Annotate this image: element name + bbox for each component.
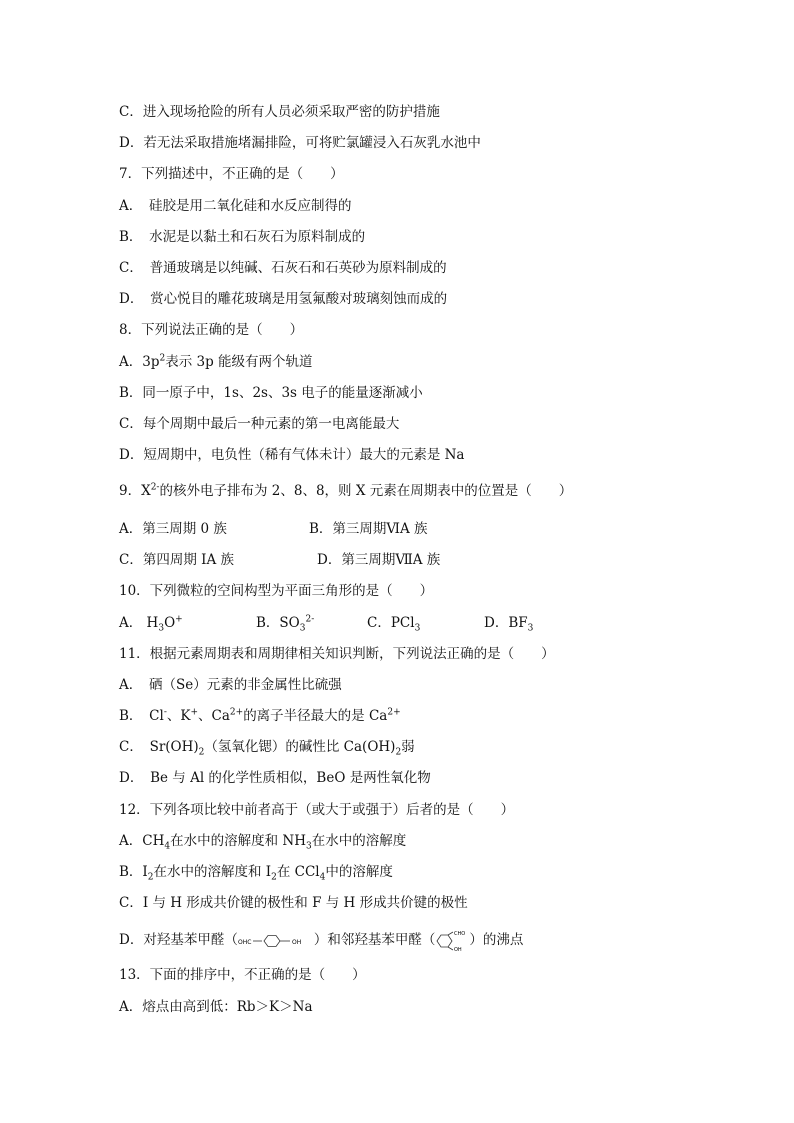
text: B．I [119,864,148,880]
text: 在 CCl [276,864,320,880]
text: 9．X [119,483,151,499]
option-11b [119,707,401,725]
question-7: 7．下列描述中，不正确的是（ ） [119,166,344,182]
option-13a: A．熔点由高到低：Rb＞K＞Na [119,999,313,1015]
text: B．SO [256,615,300,631]
mol2-bottom-label: OH [454,946,463,952]
text: B． Cl [119,708,164,724]
text: A． H [119,615,159,631]
subscript: 3 [414,623,421,634]
option-10b [256,614,367,632]
subscript: 2 [271,872,277,883]
question-10: 10．下列微粒的空间构型为平面三角形的是（ ） [119,583,434,599]
o-hydroxybenzaldehyde-structure [435,930,469,952]
text: C．PCl [367,615,415,631]
question-9 [119,482,572,500]
subscript: 2 [395,747,402,758]
text: 在水中的溶解度和 NH [170,833,306,849]
mol1-right-label: OH [291,938,302,946]
option-12d [119,929,523,951]
option-6d: D．若无法采取措施堵漏排险，可将贮氯罐浸入石灰乳水池中 [119,135,481,151]
subscript: 3 [305,841,312,852]
superscript: 2 [159,353,166,364]
option-10c [367,614,484,632]
mol2-top-label: CHO [454,930,466,937]
superscript: 2- [305,614,315,625]
option-7a: A． 硅胶是用二氧化硅和水反应制得的 [119,198,352,214]
p-hydroxybenzaldehyde-structure [238,934,314,948]
text: ）的沸点 [469,932,524,948]
option-10d [484,614,533,632]
options-10 [119,614,533,632]
text: 的离子半径最大的是 Ca [243,708,388,724]
option-9c: C．第四周期 IA 族 [119,552,234,568]
text: 的核外电子排布为 2、8、8，则 X 元素在周期表中的位置是（ ） [159,483,573,499]
option-8a [119,353,313,371]
option-6c: C．进入现场抢险的所有人员必须采取严密的防护措施 [119,104,440,120]
option-11c [119,738,415,756]
question-11: 11．根据元素周期表和周期律相关知识判断，下列说法正确的是（ ） [119,646,555,662]
option-10a [119,614,256,632]
text: D．对羟基苯甲醛（ [119,932,238,948]
option-9d: D．第三周期ⅦA 族 [317,552,441,568]
text: O [164,615,176,631]
text: 、K [166,708,191,724]
option-7d: D． 赏心悦目的雕花玻璃是用氢氟酸对玻璃刻蚀而成的 [119,291,448,307]
superscript: 2+ [229,707,244,718]
question-13: 13．下面的排序中，不正确的是（ ） [119,967,366,983]
option-9b: B．第三周期ⅥA 族 [309,521,428,537]
text: 中的溶解度 [325,864,393,880]
option-8d: D．短周期中，电负性（稀有气体未计）最大的元素是 Na [119,447,465,463]
subscript: 2 [198,747,205,758]
superscript: - [163,707,167,718]
mol1-left-label: OHC [237,938,252,946]
subscript: 2 [147,872,154,883]
option-7c: C． 普通玻璃是以纯碱、石灰石和石英砂为原料制成的 [119,260,447,276]
text: D．BF [484,615,528,631]
option-12b [119,863,393,881]
superscript: + [190,707,199,718]
text: A．CH [119,833,165,849]
option-8b: B．同一原子中，1s、2s、3s 电子的能量逐渐减小 [119,385,423,401]
option-11a: A． 硒（Se）元素的非金属性比硫强 [119,677,342,693]
text: （氢氧化锶）的碱性比 Ca(OH) [204,739,396,755]
option-11d: D． Be 与 Al 的化学性质相似，BeO 是两性氧化物 [119,770,431,786]
subscript: 3 [299,623,306,634]
option-12c: C．I 与 H 形成共价键的极性和 F 与 H 形成共价键的极性 [119,895,468,911]
text: C． Sr(OH) [119,739,199,755]
subscript: 4 [164,841,171,852]
question-8: 8．下列说法正确的是（ ） [119,322,304,338]
option-8c: C．每个周期中最后一种元素的第一电离能最大 [119,416,400,432]
subscript: 4 [319,872,326,883]
text: 在水中的溶解度和 I [153,864,272,880]
subscript: 3 [527,623,534,634]
question-12: 12．下列各项比较中前者高于（或大于或强于）后者的是（ ） [119,802,515,818]
option-12a [119,832,406,850]
superscript: 2- [150,482,160,493]
option-9a: A．第三周期 0 族 [119,521,227,537]
text: 、Ca [198,708,230,724]
text: 在水中的溶解度 [311,833,407,849]
option-7b: B． 水泥是以黏土和石灰石为原料制成的 [119,229,366,245]
text: A．3p [119,354,160,370]
text: 弱 [401,739,415,755]
options-9cd [119,551,440,569]
superscript: 2+ [387,707,401,718]
subscript: 3 [158,623,165,634]
superscript: + [175,614,183,625]
text: ）和邻羟基苯甲醛（ [313,932,436,948]
options-9ab [119,520,428,538]
text: 表示 3p 能级有两个轨道 [165,354,313,370]
